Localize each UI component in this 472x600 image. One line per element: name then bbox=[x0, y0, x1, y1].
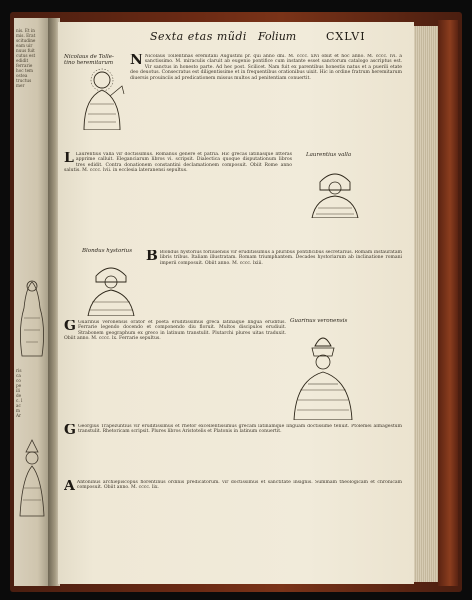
initial-l: L bbox=[64, 152, 74, 166]
entry-guarinus: G Guarinus veronensis orator et poeta eruditissimus greca latinaque lingua eruditus. Ferrarie legendo docendo et componendo diu floruit. Multos discipulos erudiuit. Strabonem geographum ex greco in latinum transtulit. Plutarchi plures uitas traduxit. Obiit anno. M. cccc. lx. Ferrarie sepultus. bbox=[64, 320, 286, 342]
initial-a: A bbox=[64, 480, 75, 494]
left-page-text: nis. Et in mis. Erat scitudine eam uir nuus fuit cutus est edidit ferrarie hoc tem ostea tructus mer bbox=[16, 28, 36, 88]
left-page bbox=[14, 18, 48, 586]
rubric-laurentius: Laurentius valla bbox=[306, 152, 352, 158]
rubric-guarinus: Guarinus veronensis bbox=[290, 318, 348, 324]
entry-nicolaus: N Nicolaus Tollentinas eremitani Augustini pr. qui anno dni. M. cccc. xlvi obiit et hoc anno. M. cccc. lvi. a sanctissimo. M. miraculis claruit ab eugenio pontifice cum instante esset sanctorum catalogo ascriptus est. Vir sanctus in honesto parte. Ad hec post. Scilicet. Nam fuit ex parentibus honestis natus et a puerili etate deo deuotus. Consecratus est diligentissime et in frequentibus orationibus uixit. Hic in ordine fratrum heremitarum diuersis prouinciis ad predicationem missus multos ad penitentiam conuertit. bbox=[130, 54, 402, 81]
woodcut-nicolaus bbox=[76, 68, 128, 130]
initial-g: G bbox=[64, 320, 76, 334]
woodcut-guarinus bbox=[288, 328, 358, 420]
rubric-blondus: Blondus hystorius bbox=[82, 248, 133, 254]
page-edges bbox=[414, 26, 438, 582]
left-page-woodcut-figure bbox=[16, 268, 46, 358]
entry-blondus: B Blondus hystorius forliuiensis vir eruditissimus a pluribus pontificibus secretarius. Romam instauratam libris tribus. Italiam illustratam. Romam triumphantem. Decades hystoriarum ab inclinatione romani imperii composuit. Obiit anno. M. cccc. lxiii. bbox=[146, 250, 402, 266]
initial-g2: G bbox=[64, 424, 76, 438]
cover-edge bbox=[438, 20, 458, 586]
rubric-nicolaus: Nicolaus de Tolle- tino heremitarum bbox=[64, 54, 114, 66]
left-page-text-lower: ris ca co pe ili de c. l ac m Ar bbox=[16, 368, 23, 418]
entry-laurentius: L Laurentius valla vir doctissimus. Romanus genere et patria. Hic grecas latinasque litteras apprime calluit. Eleganciarum libros vi. scripsit. Dialectica quoque disputationum libros tres edidit. Contra donationem constantini declamationem composuit. Obiit Rome anno salutis. M. cccc. lvii. in ecclesia lateranensi sepultus. bbox=[64, 152, 292, 174]
running-header bbox=[58, 30, 414, 50]
header-age-title: Sexta etas mũdi bbox=[150, 30, 247, 43]
header-folio-label: Folium bbox=[258, 30, 297, 43]
woodcut-blondus bbox=[82, 258, 140, 316]
book bbox=[10, 12, 462, 592]
right-page bbox=[58, 22, 414, 584]
left-page-woodcut-bishop bbox=[16, 438, 46, 518]
header-folio-number: CXLVI bbox=[326, 30, 366, 43]
entry-antoninus: A Antoninus archiepiscopus florentinus ordinis predicatorum. vir doctissimus et sanctitate insignis. Summam theologicam et chronicam composuit. Obiit anno. M. cccc. lix. bbox=[64, 480, 402, 494]
entry-georgius: G Georgius Trapezuntius vir eruditissimus et rhetor excellentissimus grecam latinamque linguam doctissime tenuit. Ptolemei almagestum transtulit. Rhetoricam scripsit. Plures libros Aristotelis et Platonis in latinum conuertit. bbox=[64, 424, 402, 438]
woodcut-laurentius bbox=[306, 162, 364, 218]
initial-n: N bbox=[130, 54, 143, 68]
initial-b: B bbox=[146, 250, 158, 264]
